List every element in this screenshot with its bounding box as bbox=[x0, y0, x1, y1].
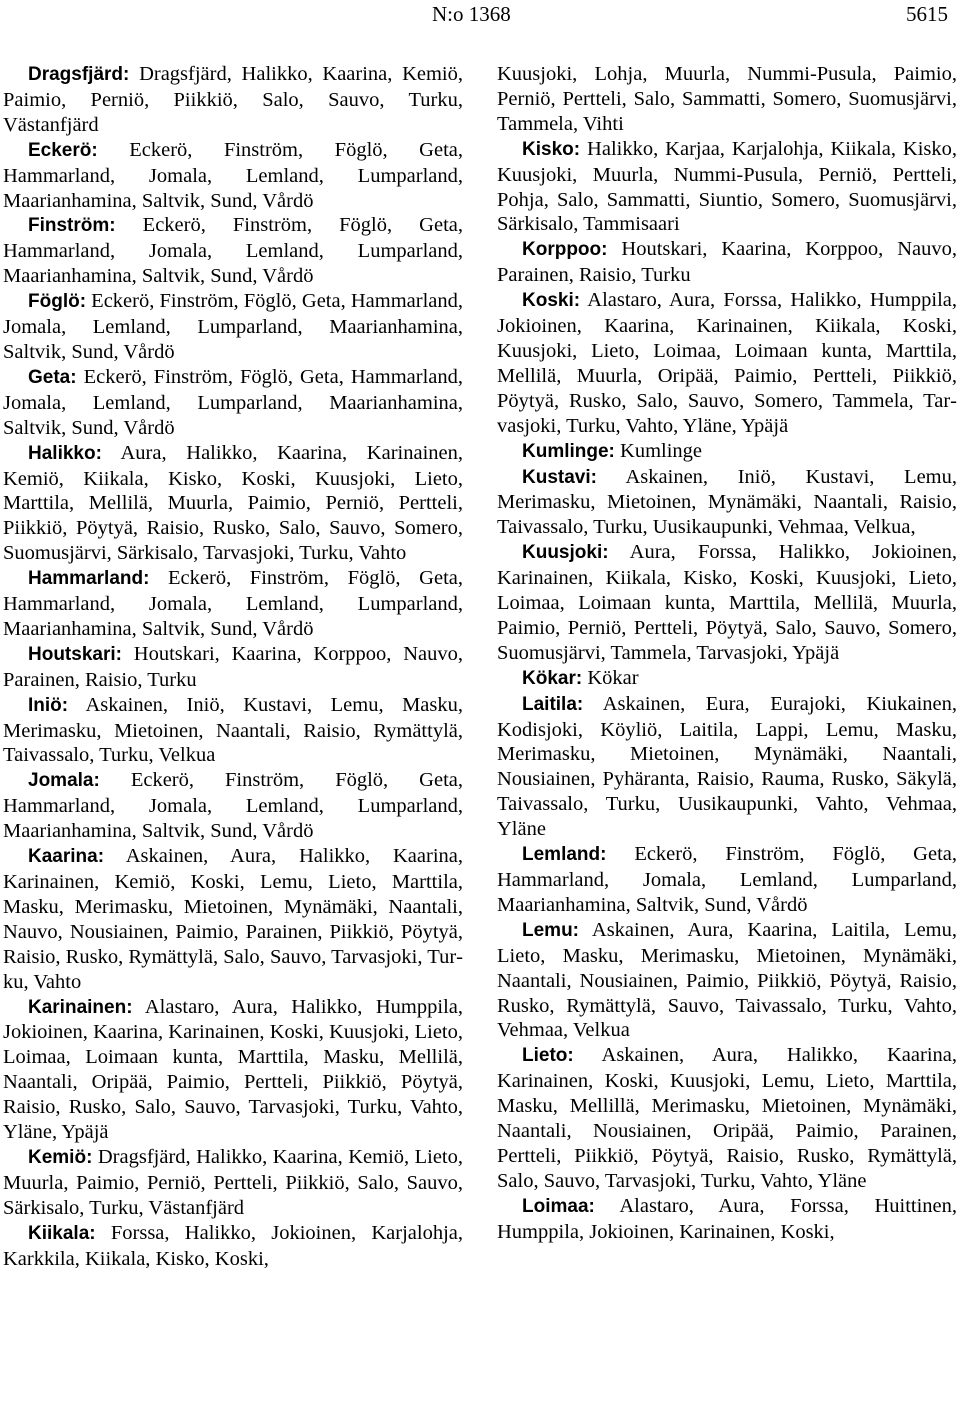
municipality-entry bbox=[497, 288, 957, 438]
municipality-heading: Halikko: bbox=[28, 442, 102, 464]
municipality-entry bbox=[497, 62, 957, 137]
municipality-entry bbox=[3, 693, 463, 769]
municipality-entry bbox=[497, 439, 957, 465]
municipality-list: Askainen, Aura, Kaarina, Laitila, Lemu, Lieto, Masku, Merimasku, Mietoinen, Mynämäki, Naantali, Nousiainen, Paimio, Piikkiö, Pöytyä, Raisio, Rusko, Rymättylä, Sauvo, Taivassalo, Turku, Vahto, Vehmaa, Velkua bbox=[497, 918, 957, 1042]
municipality-entry bbox=[3, 365, 463, 441]
municipality-heading: Lieto: bbox=[522, 1045, 574, 1067]
municipality-entry bbox=[497, 237, 957, 288]
left-column bbox=[3, 62, 463, 1401]
municipality-heading: Finström: bbox=[28, 215, 116, 237]
municipality-heading: Eckerö: bbox=[28, 139, 98, 161]
municipality-entry bbox=[497, 137, 957, 238]
municipality-heading: Kökar: bbox=[522, 667, 583, 689]
municipality-heading: Geta: bbox=[28, 366, 77, 388]
municipality-heading: Korppoo: bbox=[522, 239, 608, 261]
municipality-list: Askainen, Iniö, Kustavi, Lemu, Masku, Merimasku, Mietoinen, Naantali, Raisio, Rymättylä, Taivassalo, Turku, Velkua bbox=[3, 693, 463, 767]
municipality-list: Eckerö, Finström, Föglö, Geta, Hammarland, Jomala, Lemland, Lumparland, Maarianhamina, Saltvik, Sund, Vårdö bbox=[3, 214, 463, 288]
municipality-heading: Dragsfjärd: bbox=[28, 64, 130, 85]
municipality-list: Alastaro, Aura, Forssa, Huittinen, Humppila, Jokioinen, Karinainen, Koski, bbox=[497, 1194, 957, 1243]
municipality-list: Dragsfjärd, Halikko, Kaarina, Kemiö, Paimio, Perniö, Piikkiö, Salo, Sauvo, Turku, Västanfjärd bbox=[3, 63, 463, 136]
municipality-list: Eckerö, Finström, Föglö, Geta, Hammarland, Jomala, Lemland, Lumparland, Maarianhamina, Saltvik, Sund, Vårdö bbox=[3, 567, 463, 640]
municipality-entry bbox=[3, 1221, 463, 1272]
municipality-heading: Houtskari: bbox=[28, 643, 122, 665]
municipality-heading: Föglö: bbox=[28, 291, 87, 313]
municipality-heading: Kaarina: bbox=[28, 846, 105, 868]
municipality-list: Askainen, Aura, Halikko, Kaarina, Karinainen, Koski, Kuusjoki, Lemu, Lieto, Marttila, Masku, Mellillä, Merimasku, Mietoinen, Mynämäki, Naantali, Nousiainen, Oripää, Paimio, Parainen, Pertteli, Piikkiö, Pöytyä, Raisio, Rusko, Rymättylä, Salo, Sauvo, Tarvasjoki, Turku, Vahto, Yläne bbox=[497, 1044, 957, 1192]
municipality-list: Aura, Halikko, Kaarina, Karinainen, Kemiö, Kiikala, Kisko, Koski, Kuusjoki, Lieto, Marttila, Mellilä, Muurla, Paimio, Perniö, Pertteli, Piikkiö, Pöytyä, Raisio, Rusko, Salo, Sauvo, Somero, Suomusjärvi, Särkisalo, Tarvasjoki, Turku, Vahto bbox=[3, 441, 463, 565]
municipality-list: Kumlinge bbox=[620, 439, 703, 462]
municipality-heading: Laitila: bbox=[522, 693, 584, 715]
municipality-list: Eckerö, Finström, Föglö, Geta, Hammarland, Jomala, Lemland, Lumparland, Maarianhamina, Saltvik, Sund, Vårdö bbox=[3, 365, 463, 439]
municipality-entry bbox=[3, 441, 463, 567]
municipality-entry bbox=[3, 1145, 463, 1221]
municipality-heading: Kumlinge: bbox=[522, 440, 615, 462]
municipality-list: Dragsfjärd, Halikko, Kaarina, Kemiö, Lieto, Muurla, Paimio, Perniö, Pertteli, Piikkiö, Salo, Sauvo, Särkisalo, Turku, Västanfjärd bbox=[3, 1145, 463, 1219]
municipality-entry bbox=[3, 62, 463, 138]
municipality-heading: Koski: bbox=[522, 290, 581, 312]
municipality-heading: Karinainen: bbox=[28, 996, 133, 1018]
municipality-entry bbox=[3, 642, 463, 693]
municipality-entry bbox=[3, 566, 463, 642]
municipality-list: Forssa, Halikko, Jokioinen, Karjalohja, Karkkila, Kiikala, Kisko, Koski, bbox=[3, 1221, 463, 1270]
municipality-heading: Iniö: bbox=[28, 694, 69, 716]
municipality-entry bbox=[497, 918, 957, 1044]
municipality-entry bbox=[497, 1194, 957, 1245]
page-header bbox=[0, 0, 960, 40]
municipality-entry bbox=[3, 289, 463, 365]
municipality-list: Houtskari, Kaarina, Korppoo, Nauvo, Parainen, Raisio, Turku bbox=[3, 642, 463, 691]
municipality-entry bbox=[3, 213, 463, 289]
municipality-heading: Loimaa: bbox=[522, 1195, 595, 1217]
municipality-list: Alastaro, Aura, Halikko, Humppila, Jokioinen, Kaarina, Karinainen, Koski, Kuusjoki, Lieto, Loimaa, Loimaan kunta, Marttila, Masku, Mellilä, Naantali, Oripää, Paimio, Pertteli, Piikkiö, Pöytyä, Raisio, Rusko, Salo, Sauvo, Tarvasjoki, Turku, Vahto, Yläne, Ypäjä bbox=[3, 995, 463, 1144]
municipality-entry bbox=[3, 138, 463, 214]
municipality-entry bbox=[497, 540, 957, 666]
municipality-entry bbox=[3, 768, 463, 844]
municipality-list: Eckerö, Finström, Föglö, Geta, Hammarland, Jomala, Lemland, Lumparland, Maarianhamina, Saltvik, Sund, Vårdö bbox=[3, 290, 463, 363]
municipality-list: Halikko, Karjaa, Karjalohja, Kiikala, Kisko, Kuusjoki, Muurla, Nummi-Pusula, Perniö, Pertteli, Pohja, Salo, Sammatti, Siuntio, Somero, Suomusjärvi, Särkisalo, Tammisaari bbox=[497, 137, 957, 236]
municipality-heading: Kuusjoki: bbox=[522, 542, 609, 564]
municipality-list: Askainen, Iniö, Kustavi, Lemu, Merimasku, Mietoinen, Mynämäki, Naantali, Raisio, Taivassalo, Turku, Uusikaupunki, Vehmaa, Velkua, bbox=[497, 465, 957, 539]
municipality-heading: Hammarland: bbox=[28, 568, 150, 590]
municipality-heading: Kisko: bbox=[522, 138, 581, 160]
municipality-list: Eckerö, Finström, Föglö, Geta, Hammarland, Jomala, Lemland, Lumparland, Maarianhamina, Saltvik, Sund, Vårdö bbox=[497, 843, 957, 916]
municipality-list: Askainen, Eura, Eurajoki, Kiukainen, Kodisjoki, Köyliö, Laitila, Lappi, Lemu, Masku, Merimasku, Mietoinen, Mynämäki, Naantali, Nousiainen, Pyhäranta, Raisio, Rauma, Rusko, Säkylä, Taivassalo, Turku, Uusikaupunki, Vahto, Vehmaa, Yläne bbox=[497, 692, 957, 841]
municipality-heading: Kemiö: bbox=[28, 1146, 93, 1168]
municipality-list: Kökar bbox=[587, 666, 639, 689]
municipality-heading: Kustavi: bbox=[522, 466, 597, 488]
municipality-entry bbox=[497, 465, 957, 541]
municipality-list: Houtskari, Kaarina, Korppoo, Nauvo, Parainen, Raisio, Turku bbox=[497, 238, 957, 287]
municipality-entry bbox=[497, 666, 957, 692]
municipality-entry bbox=[497, 692, 957, 842]
municipality-entry bbox=[497, 1043, 957, 1193]
issue-number: N:o 1368 bbox=[432, 2, 511, 26]
right-column bbox=[497, 62, 957, 1401]
municipality-heading: Lemland: bbox=[522, 844, 607, 866]
municipality-list: Aura, Forssa, Halikko, Jokioinen, Karinainen, Kiikala, Kisko, Koski, Kuusjoki, Lieto, Loimaa, Loimaan kunta, Marttila, Mellilä, Muurla, Paimio, Perniö, Pertteli, Pöytyä, Salo, Sauvo, Somero, Suomusjärvi, Tammela, Tarvasjoki, Ypäjä bbox=[497, 541, 957, 664]
municipality-list: Kuusjoki, Lohja, Muurla, Nummi-Pusula, Paimio, Perniö, Pertteli, Salo, Sammatti, Somero, Suomusjärvi, Tammela, Vihti bbox=[497, 63, 957, 135]
municipality-list: Alastaro, Aura, Forssa, Halikko, Humppila, Jokioinen, Kaarina, Karinainen, Kiikala, Koski, Kuusjoki, Lieto, Loimaa, Loimaan kunta, Marttila, Mellilä, Muurla, Oripää, Paimio, Pertteli, Piikkiö, Pöytyä, Rusko, Salo, Sauvo, Somero, Tammela, Tarvasjoki, Turku, Vahto, Yläne, Ypäjä bbox=[497, 289, 957, 437]
municipality-list: Eckerö, Finström, Föglö, Geta, Hammarland, Jomala, Lemland, Lumparland, Maarianhamina, Saltvik, Sund, Vårdö bbox=[3, 138, 463, 212]
municipality-entry bbox=[497, 842, 957, 918]
municipality-entry bbox=[3, 995, 463, 1145]
municipality-list: Askainen, Aura, Halikko, Kaarina, Karinainen, Kemiö, Koski, Lemu, Lieto, Marttila, Masku, Merimasku, Mietoinen, Mynämäki, Naantali, Nauvo, Nousiainen, Paimio, Parainen, Piikkiö, Pöytyä, Raisio, Rusko, Rymättylä, Salo, Sauvo, Tarvasjoki, Turku, Vahto bbox=[3, 845, 463, 993]
municipality-heading: Kiikala: bbox=[28, 1222, 96, 1244]
page-number: 5615 bbox=[906, 2, 948, 26]
municipality-heading: Lemu: bbox=[522, 919, 579, 941]
municipality-list: Eckerö, Finström, Föglö, Geta, Hammarland, Jomala, Lemland, Lumparland, Maarianhamina, Saltvik, Sund, Vårdö bbox=[3, 769, 463, 843]
municipality-entry bbox=[3, 844, 463, 994]
municipality-heading: Jomala: bbox=[28, 770, 100, 792]
